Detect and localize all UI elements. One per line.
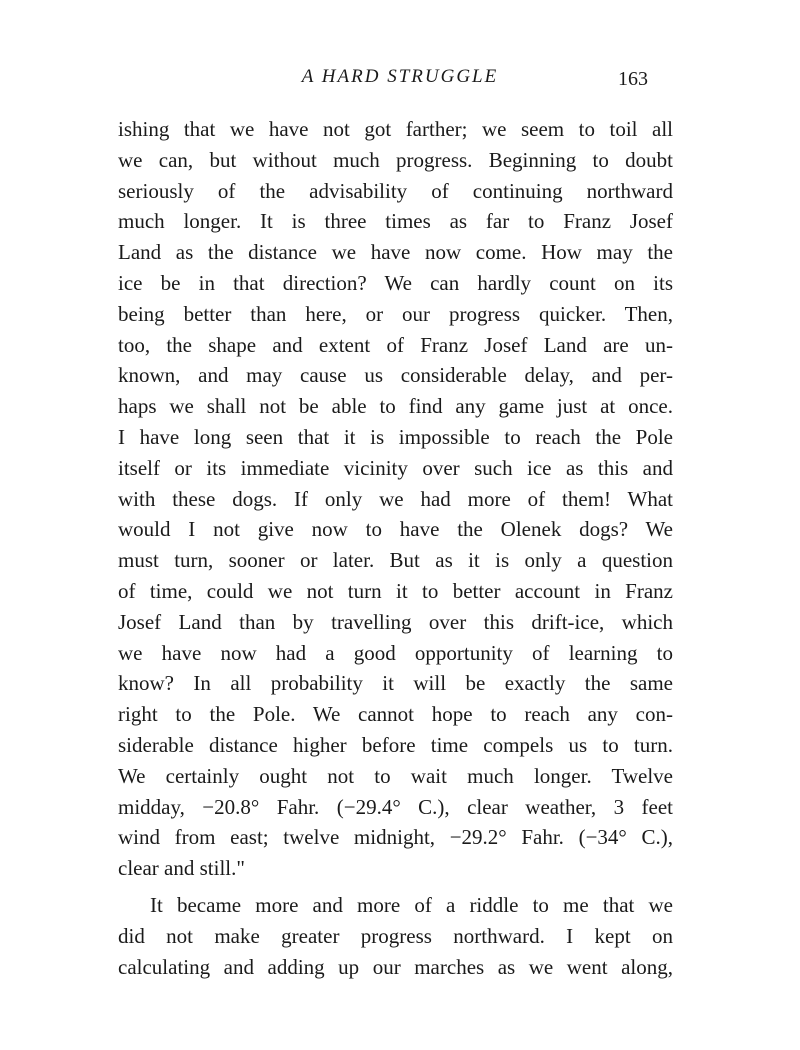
text-line: Josef Land than by travelling over this drift-ice, which <box>118 609 673 634</box>
text-line: must turn, sooner or later. But as it is only a question <box>118 548 673 573</box>
running-title: A HARD STRUGGLE <box>301 66 499 87</box>
text-line: siderable distance higher before time compels us to turn. <box>118 733 673 757</box>
text-line: wind from east; twelve midnight, −29.2° Fahr. (−34° C.), <box>118 825 673 850</box>
text-line: much longer. It is three times as far to Franz Josef <box>118 209 673 234</box>
text-line: of time, could we not turn it to better account in Franz <box>118 579 673 603</box>
text-line: calculating and adding up our marches as we went along, <box>118 954 673 979</box>
text-line: haps we shall not be able to find any game just at once. <box>118 394 673 419</box>
text-line: clear and still." <box>118 856 245 881</box>
text-line: midday, −20.8° Fahr. (−29.4° C.), clear weather, 3 feet <box>118 794 673 819</box>
text-line: would I not give now to have the Olenek dogs? We <box>118 517 673 542</box>
text-line: being better than here, or our progress quicker. Then, <box>118 301 673 326</box>
text-line: itself or its immediate vicinity over such ice as this and <box>118 455 673 480</box>
text-line: we have now had a good opportunity of learning to <box>118 640 673 665</box>
text-line: Land as the distance we have now come. How may the <box>118 240 673 265</box>
text-line: right to the Pole. We cannot hope to reach any con- <box>118 702 673 727</box>
text-line: too, the shape and extent of Franz Josef Land are un- <box>118 332 673 357</box>
text-line: known, and may cause us considerable delay, and per- <box>118 363 673 388</box>
text-line: I have long seen that it is impossible to reach the Pole <box>118 425 673 449</box>
text-line: know? In all probability it will be exactly the same <box>118 671 673 696</box>
text-line: We certainly ought not to wait much longer. Twelve <box>118 763 673 788</box>
page-number: 163 <box>618 68 648 90</box>
text-line: It became more and more of a riddle to me that we <box>150 893 673 917</box>
text-line: seriously of the advisability of continuing northward <box>118 178 673 203</box>
text-line: did not make greater progress northward. I kept on <box>118 923 673 948</box>
text-line: we can, but without much progress. Beginning to doubt <box>118 147 673 172</box>
text-line: ishing that we have not got farther; we seem to toil all <box>118 117 673 141</box>
text-line: ice be in that direction? We can hardly count on its <box>118 271 673 295</box>
text-line: with these dogs. If only we had more of them! What <box>118 486 673 511</box>
